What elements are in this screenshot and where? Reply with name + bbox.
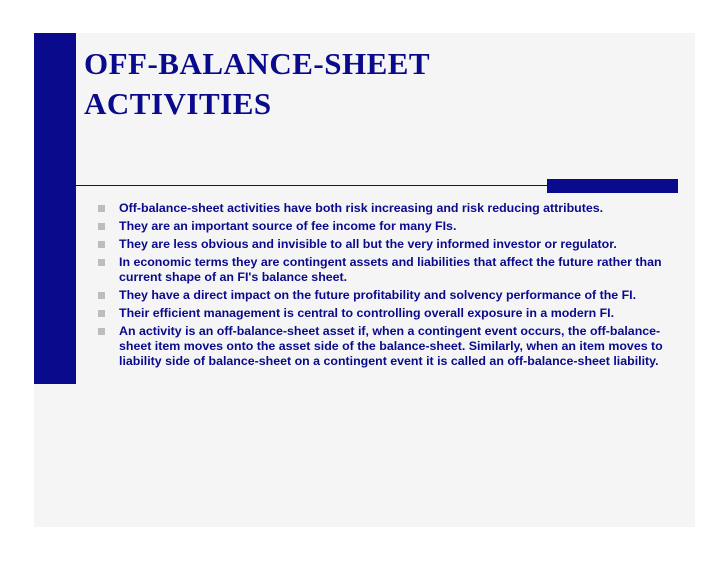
square-bullet-icon	[98, 259, 105, 266]
slide-title	[84, 44, 644, 124]
square-bullet-icon	[98, 328, 105, 335]
title-line-2: ACTIVITIES	[84, 86, 272, 121]
square-bullet-icon	[98, 205, 105, 212]
square-bullet-icon	[98, 241, 105, 248]
bullet-item	[97, 201, 667, 216]
bullet-text: They are an important source of fee income for many FIs.	[119, 219, 457, 233]
bullet-text: Off-balance-sheet activities have both risk increasing and risk reducing attributes.	[119, 201, 604, 215]
bullet-text: Their efficient management is central to controlling overall exposure in a modern FI.	[119, 306, 615, 320]
bullet-item	[97, 237, 667, 252]
bullet-text: They have a direct impact on the future profitability and solvency performance of the FI.	[119, 288, 637, 302]
bullet-item	[97, 219, 667, 234]
square-bullet-icon	[98, 292, 105, 299]
title-line-1: OFF-BALANCE-SHEET	[84, 46, 431, 81]
bullet-text: In economic terms they are contingent assets and liabilities that affect the future rather than current shape of an FI's balance sheet.	[119, 255, 662, 284]
left-accent-bar	[34, 33, 76, 384]
bullet-text: They are less obvious and invisible to all but the very informed investor or regulator.	[119, 237, 617, 251]
bullet-item	[97, 324, 667, 369]
bullet-list	[97, 201, 667, 372]
square-bullet-icon	[98, 223, 105, 230]
divider-accent-block	[547, 179, 678, 193]
title-divider	[76, 185, 548, 186]
bullet-text: An activity is an off-balance-sheet asset if, when a contingent event occurs, the off-balance-sheet item moves onto the asset side of the balance-sheet. Similarly, when an item moves to liability side of balance-sheet on a contingent event it is called an off-balance-sheet liability.	[119, 324, 663, 368]
bullet-item	[97, 255, 667, 285]
square-bullet-icon	[98, 310, 105, 317]
bullet-item	[97, 306, 667, 321]
bullet-item	[97, 288, 667, 303]
